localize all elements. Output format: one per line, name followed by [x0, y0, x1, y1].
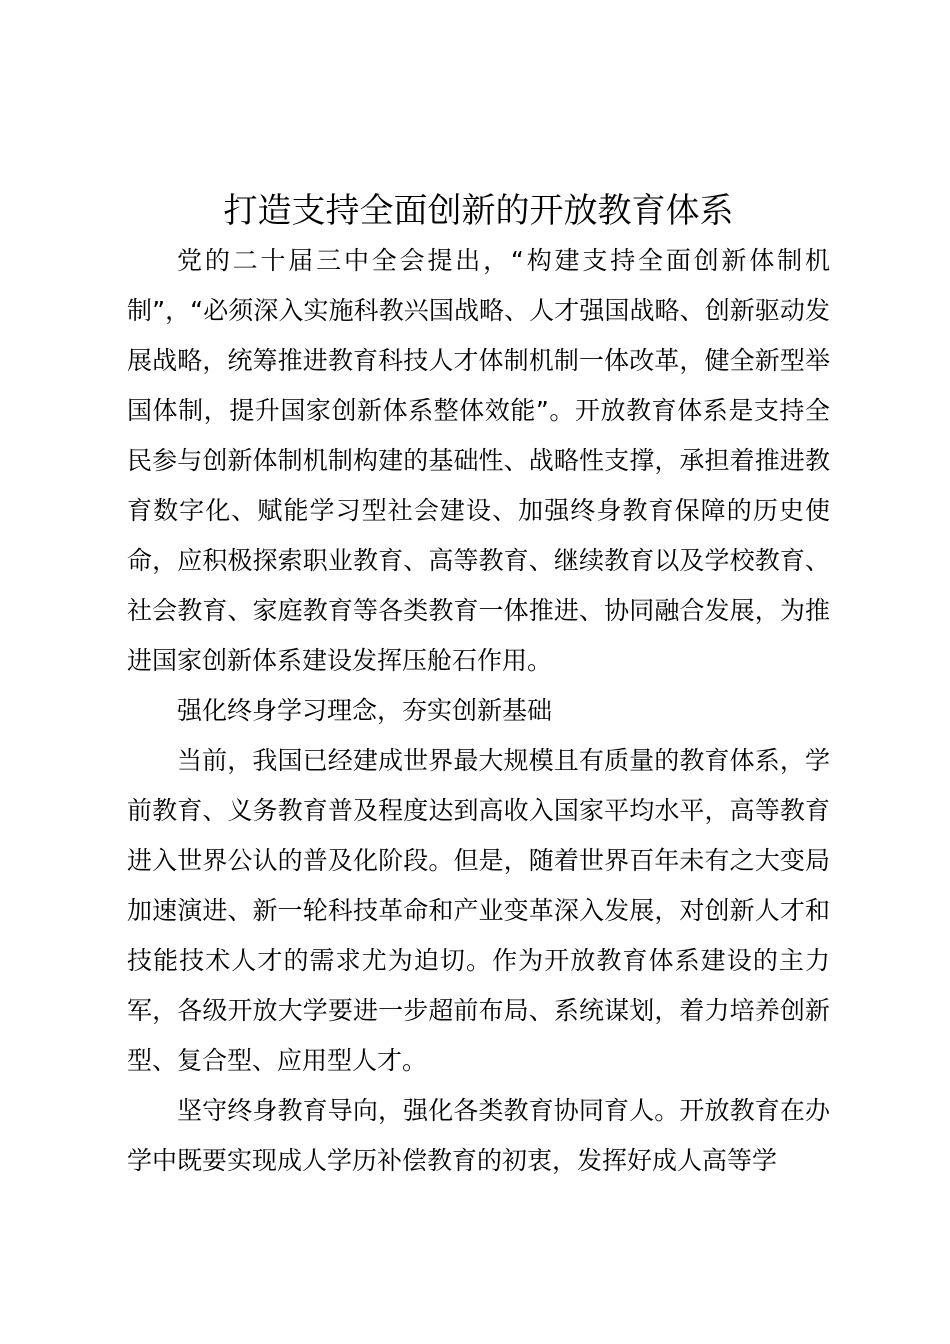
- paragraph-lifelong-education: 坚守终身教育导向，强化各类教育协同育人。开放教育在办学中既要实现成人学历补偿教育的初衷，发挥好成人高等学: [127, 1096, 830, 1175]
- paragraph-current-situation: 当前，我国已经建成世界最大规模且有质量的教育体系，学前教育、义务教育普及程度达到高收入国家平均水平，高等教育进入世界公认的普及化阶段。但是，随着世界百年未有之大变局加速演进、新一轮科技革命和产业变革深入发展，对创新人才和技能技术人才的需求尤为迫切。作为开放教育体系建设的主力军，各级开放大学要进一步超前布局、系统谋划，着力培养创新型、复合型、应用型人才。: [127, 746, 830, 1075]
- paragraph-intro: 党的二十届三中全会提出，“构建支持全面创新体制机制”，“必须深入实施科教兴国战略、人才强国战略、创新驱动发展战略，统筹推进教育科技人才体制机制一体改革，健全新型举国体制，提升国家创新体系整体效能”。开放教育体系是支持全民参与创新体制机制构建的基础性、战略性支撑，承担着推进教育数字化、赋能学习型社会建设、加强终身教育保障的历史使命，应积极探索职业教育、高等教育、继续教育以及学校教育、社会教育、家庭教育等各类教育一体推进、协同融合发展，为推进国家创新体系建设发挥压舱石作用。: [127, 246, 830, 675]
- document-title: 打造支持全面创新的开放教育体系: [223, 191, 734, 231]
- document-body: [127, 186, 830, 1186]
- section-heading: 强化终身学习理念，夯实创新基础: [177, 696, 553, 725]
